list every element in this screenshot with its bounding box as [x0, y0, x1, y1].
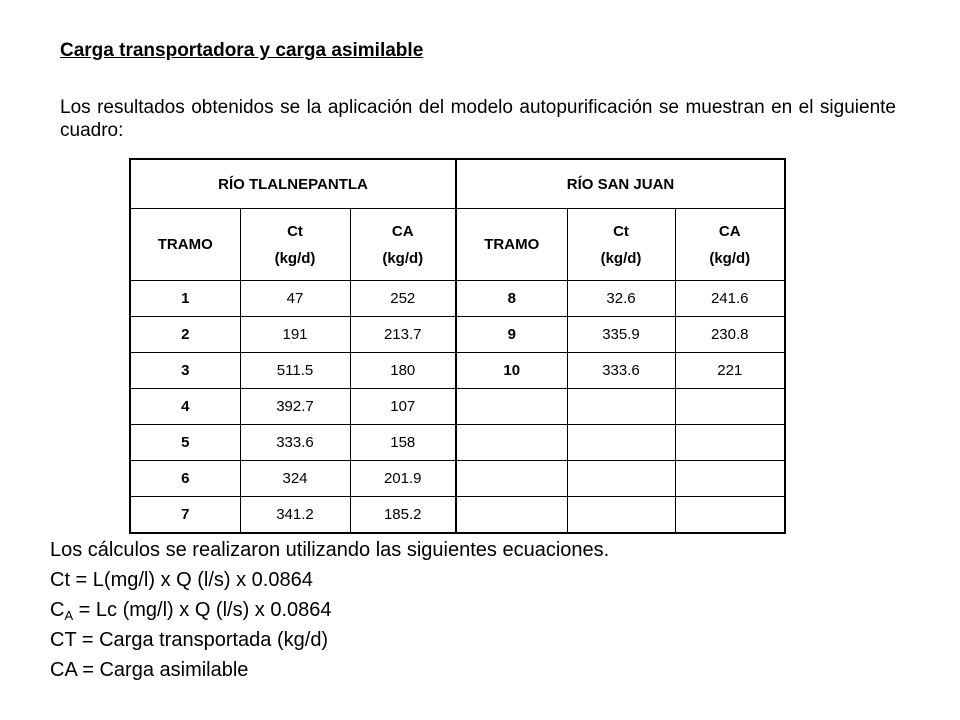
col-header-tramo-2: TRAMO — [456, 209, 567, 281]
col-header-ct-unit: (kg/d) — [274, 249, 316, 267]
cell-tlalnepantla-ca: 107 — [350, 389, 456, 425]
cell-tlalnepantla-tramo: 3 — [130, 353, 240, 389]
cell-tlalnepantla-ca: 158 — [350, 425, 456, 461]
col-header-ca-label: CA — [391, 222, 414, 240]
col-header-ct-2 — [567, 209, 675, 281]
group-header-san-juan: RÍO SAN JUAN — [456, 159, 785, 209]
cell-tlalnepantla-tramo: 5 — [130, 425, 240, 461]
table-row — [130, 461, 785, 497]
cell-tlalnepantla-ct: 333.6 — [240, 425, 350, 461]
cell-san-juan-ca — [675, 389, 785, 425]
table-row — [130, 353, 785, 389]
cell-tlalnepantla-ca: 180 — [350, 353, 456, 389]
cell-san-juan-ct — [567, 425, 675, 461]
cell-san-juan-tramo — [456, 461, 567, 497]
cell-san-juan-tramo — [456, 497, 567, 534]
cell-san-juan-ct — [567, 497, 675, 534]
group-header-row — [130, 159, 785, 209]
col-header-tramo: TRAMO — [130, 209, 240, 281]
cell-san-juan-ca — [675, 425, 785, 461]
equation-ca-subscript: A — [64, 608, 74, 623]
table-row — [130, 497, 785, 534]
calculations-intro: Los cálculos se realizaron utilizando las siguientes ecuaciones. — [50, 539, 610, 561]
col-header-ca-unit-2: (kg/d) — [709, 249, 751, 267]
col-header-ca-unit: (kg/d) — [382, 249, 424, 267]
cell-tlalnepantla-ca: 201.9 — [350, 461, 456, 497]
cell-san-juan-ct — [567, 389, 675, 425]
cell-tlalnepantla-ct: 47 — [240, 281, 350, 317]
cell-tlalnepantla-tramo: 7 — [130, 497, 240, 534]
cell-san-juan-tramo: 8 — [456, 281, 567, 317]
intro-paragraph: Los resultados obtenidos se la aplicación del modelo autopurificación se muestran en el siguiente cuadro: — [60, 97, 896, 141]
col-header-ct-label: Ct — [287, 222, 303, 240]
equation-ca — [50, 595, 609, 625]
equation-ca-symbol: C — [50, 599, 65, 621]
cell-tlalnepantla-ct: 511.5 — [240, 353, 350, 389]
col-header-ct-label-2: Ct — [613, 222, 629, 240]
cell-tlalnepantla-ct: 191 — [240, 317, 350, 353]
equation-ca-body: = Lc (mg/l) x Q (l/s) x 0.0864 — [73, 599, 332, 621]
col-header-ct-unit-2: (kg/d) — [600, 249, 642, 267]
results-table — [129, 158, 786, 534]
cell-tlalnepantla-ca: 213.7 — [350, 317, 456, 353]
column-header-row — [130, 209, 785, 281]
cell-tlalnepantla-tramo: 6 — [130, 461, 240, 497]
col-header-ca-2 — [675, 209, 785, 281]
col-header-ca — [350, 209, 456, 281]
cell-san-juan-tramo — [456, 425, 567, 461]
cell-san-juan-tramo: 9 — [456, 317, 567, 353]
cell-tlalnepantla-ct: 324 — [240, 461, 350, 497]
cell-tlalnepantla-tramo: 1 — [130, 281, 240, 317]
document-title: Carga transportadora y carga asimilable — [60, 40, 424, 61]
equation-ct: Ct = L(mg/l) x Q (l/s) x 0.0864 — [50, 569, 313, 591]
table-row — [130, 425, 785, 461]
col-header-ca-label-2: CA — [718, 222, 741, 240]
cell-san-juan-tramo: 10 — [456, 353, 567, 389]
cell-san-juan-ct: 333.6 — [567, 353, 675, 389]
cell-san-juan-ca — [675, 497, 785, 534]
definition-ct: CT = Carga transportada (kg/d) — [50, 629, 329, 651]
cell-san-juan-tramo — [456, 389, 567, 425]
cell-tlalnepantla-tramo: 2 — [130, 317, 240, 353]
cell-san-juan-ct: 32.6 — [567, 281, 675, 317]
cell-tlalnepantla-tramo: 4 — [130, 389, 240, 425]
calculations-block — [50, 535, 609, 685]
definition-ca: CA = Carga asimilable — [50, 659, 249, 681]
col-header-ct — [240, 209, 350, 281]
cell-san-juan-ct — [567, 461, 675, 497]
cell-tlalnepantla-ca: 185.2 — [350, 497, 456, 534]
table-row — [130, 281, 785, 317]
cell-san-juan-ca: 230.8 — [675, 317, 785, 353]
cell-tlalnepantla-ct: 341.2 — [240, 497, 350, 534]
cell-tlalnepantla-ca: 252 — [350, 281, 456, 317]
cell-san-juan-ca — [675, 461, 785, 497]
cell-san-juan-ca: 221 — [675, 353, 785, 389]
table-row — [130, 389, 785, 425]
group-header-tlalnepantla: RÍO TLALNEPANTLA — [130, 159, 456, 209]
table-row — [130, 317, 785, 353]
cell-tlalnepantla-ct: 392.7 — [240, 389, 350, 425]
cell-san-juan-ca: 241.6 — [675, 281, 785, 317]
cell-san-juan-ct: 335.9 — [567, 317, 675, 353]
